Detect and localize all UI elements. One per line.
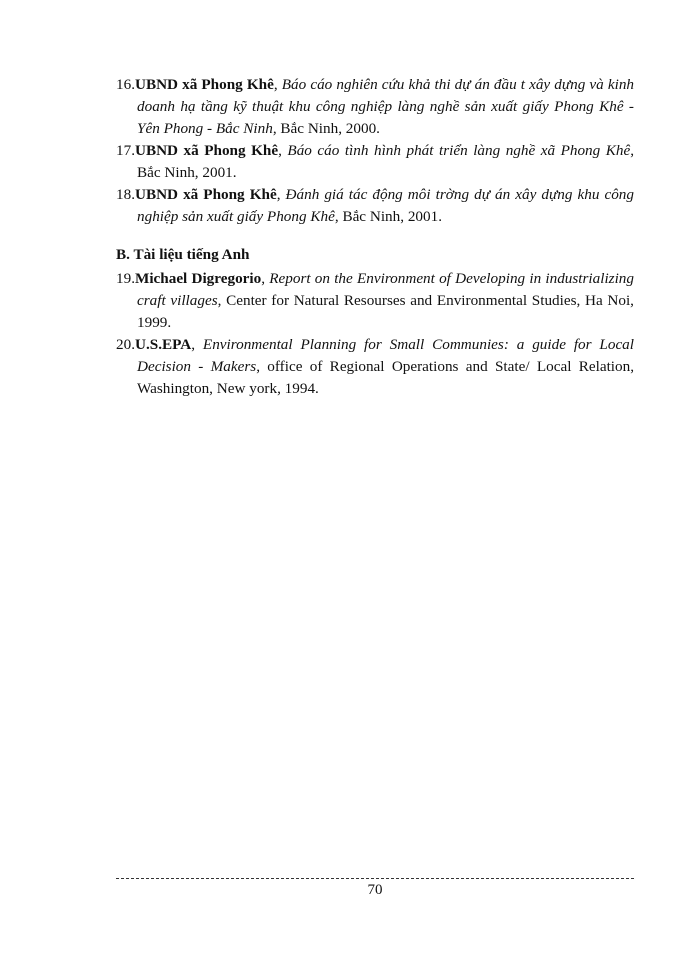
ref-publication: , Bắc Ninh, 2001. <box>334 208 442 225</box>
ref-title: Đánh giá tác động môi trờng dự án xây dựng khu công nghiệp sản xuất giấy Phong Khê <box>137 186 634 225</box>
ref-publication: , office of Regional Operations and State/ Local Relation, Washington, New york, 1994. <box>137 358 635 397</box>
ref-title: Report on the Environment of Developing in industrializing craft villages <box>137 270 634 309</box>
reference-20: 20.U.S.EPA, Environmental Planning for Small Communies: a guide for Local Decision - Makers, office of Regional Operations and State/ Local Relation, Washington, New york, 1994. <box>116 336 635 397</box>
ref-number: 19. <box>116 270 135 287</box>
ref-author: UBND xã Phong Khê <box>134 76 274 93</box>
reference-19: 19.Michael Digregorio, Report on the Environment of Developing in industrializing craft villages, Center for Natural Resourses and Environmental Studies, Ha Noi, 1999. <box>116 270 634 331</box>
ref-number: 20. <box>116 336 135 353</box>
references-list <box>116 74 634 400</box>
ref-author: UBND xã Phong Khê <box>134 186 277 203</box>
footer-divider <box>116 878 634 879</box>
ref-publication: , Center for Natural Resourses and Environmental Studies, Ha Noi, 1999. <box>137 292 634 331</box>
ref-publication: , Bắc Ninh, 2001. <box>137 142 634 181</box>
ref-author: U.S.EPA <box>134 336 192 353</box>
reference-17: 17.UBND xã Phong Khê, Báo cáo tình hình phát triển làng nghề xã Phong Khê, Bắc Ninh, 2001. <box>116 142 634 181</box>
ref-publication: , Bắc Ninh, 2000. <box>272 120 380 137</box>
ref-author: Michael Digregorio <box>134 270 262 287</box>
page-number: 70 <box>367 882 383 898</box>
reference-18: 18.UBND xã Phong Khê, Đánh giá tác động môi trờng dự án xây dựng khu công nghiệp sản xuất giấy Phong Khê, Bắc Ninh, 2001. <box>116 186 634 225</box>
reference-16: 16.UBND xã Phong Khê, Báo cáo nghiên cứu khả thi dự án đầu t xây dựng và kinh doanh hạ tầng kỹ thuật khu công nghiệp làng nghề sản xuất giấy Phong Khê - Yên Phong - Bắc Ninh, Bắc Ninh, 2000. <box>116 76 635 137</box>
ref-number: 16. <box>116 76 135 93</box>
ref-number: 17. <box>116 142 135 159</box>
ref-number: 18. <box>116 186 135 203</box>
ref-author: UBND xã Phong Khê <box>134 142 279 159</box>
ref-title: Báo cáo nghiên cứu khả thi dự án đầu t xây dựng và kinh doanh hạ tầng kỹ thuật khu công nghiệp làng nghề sản xuất giấy Phong Khê - Yên Phong - Bắc Ninh <box>137 76 635 137</box>
section-heading-english: B. Tài liệu tiếng Anh <box>116 246 250 263</box>
ref-title: Environmental Planning for Small Communies: a guide for Local Decision - Makers <box>137 336 634 375</box>
ref-title: Báo cáo tình hình phát triển làng nghề xã Phong Khê <box>287 142 631 159</box>
